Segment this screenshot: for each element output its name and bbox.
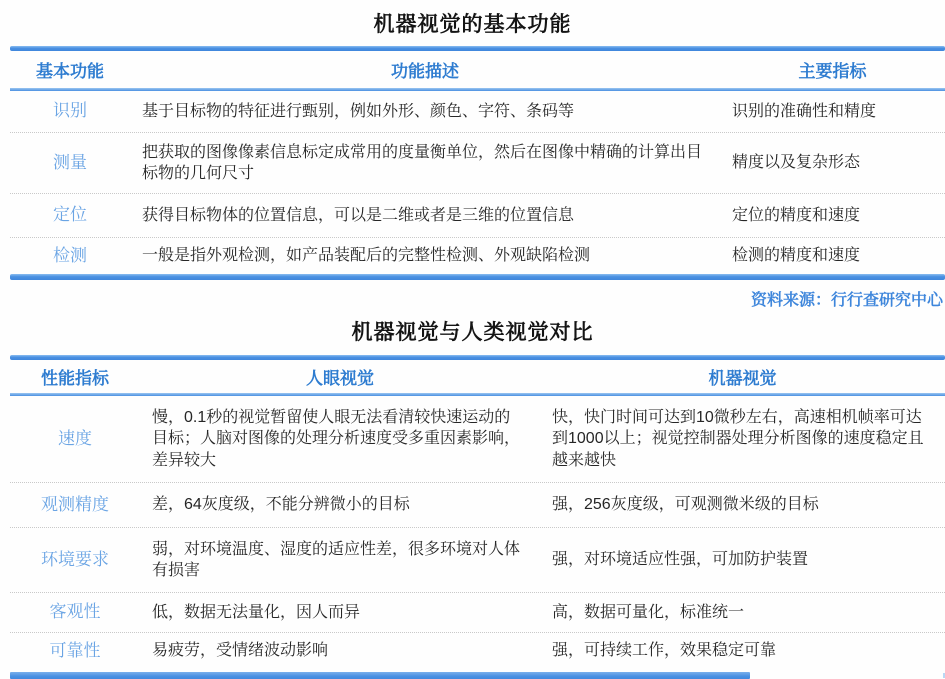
- table-row: [10, 193, 945, 237]
- table-row: [10, 91, 945, 132]
- column-header-description: 功能描述: [391, 62, 459, 81]
- cell-description: 获得目标物体的位置信息，可以是二维或者是三维的位置信息: [142, 206, 575, 224]
- table2-bottom-border-wrap: [10, 672, 945, 679]
- table-row: [10, 592, 945, 632]
- cell-description: 一般是指外观检测，如产品装配后的完整性检测、外观缺陷检测: [142, 247, 591, 265]
- cell-machine-vision: 强，对环境适应性强，可加防护装置: [552, 551, 809, 569]
- cell-human-vision: 差，64灰度级，不能分辨微小的目标: [152, 496, 410, 514]
- table-row: [10, 237, 945, 274]
- cell-machine-vision: 强，256灰度级，可观测微米级的目标: [552, 496, 819, 514]
- cell-metric: 精度以及复杂形态: [732, 154, 861, 172]
- cell-human-vision: 易疲劳，受情绪波动影响: [152, 642, 329, 660]
- table-vision-comparison: [10, 355, 945, 669]
- source-note: 资料来源：行行查研究中心: [750, 292, 943, 309]
- table2-title: 机器视觉与人类视觉对比: [351, 321, 594, 344]
- column-header-machine-vision: 机器视觉: [708, 369, 777, 388]
- column-header-human-vision: 人眼视觉: [306, 369, 374, 388]
- column-header-function: 基本功能: [36, 62, 104, 81]
- table2-bottom-border: [10, 672, 750, 679]
- cell-metric: 定位的精度和速度: [732, 206, 861, 224]
- row-label: 测量: [53, 152, 87, 172]
- table-row: [10, 396, 945, 482]
- cell-human-vision: 低，数据无法量化，因人而异: [152, 603, 361, 621]
- cell-human-vision: 慢，0.1秒的视觉暂留使人眼无法看清较快速运动的目标；人脑对图像的处理分析速度受多重因素影响，差异较大: [152, 409, 521, 469]
- cell-machine-vision: 强，可持续工作，效果稳定可靠: [552, 642, 777, 660]
- cell-description: 基于目标物的特征进行甄别，例如外形、颜色、字符、条码等: [142, 102, 575, 120]
- row-label: 观测精度: [41, 494, 109, 514]
- table-row: [10, 132, 945, 193]
- table2-header-row: [10, 360, 945, 393]
- table-basic-functions: [10, 46, 945, 280]
- row-label: 检测: [53, 245, 87, 265]
- row-label: 定位: [53, 205, 87, 225]
- column-header-metric: 主要指标: [798, 62, 867, 81]
- cell-metric: 检测的精度和速度: [732, 247, 861, 265]
- table-row: [10, 632, 945, 669]
- table1-bottom-border: [10, 274, 945, 280]
- row-label: 速度: [58, 428, 92, 448]
- table1-title: 机器视觉的基本功能: [373, 13, 572, 36]
- row-label: 环境要求: [41, 549, 109, 569]
- table-row: [10, 527, 945, 592]
- row-label: 识别: [53, 101, 87, 121]
- row-label: 客观性: [49, 602, 101, 622]
- table1-header-row: [10, 51, 945, 88]
- cell-machine-vision: 快，快门时间可达到10微秒左右，高速相机帧率可达到1000以上；视觉控制器处理分析图像的速度稳定且越来越快: [552, 409, 924, 469]
- cell-description: 把获取的图像像素信息标定成常用的度量衡单位，然后在图像中精确的计算出目标物的几何尺寸: [142, 143, 703, 182]
- cell-metric: 识别的准确性和精度: [732, 102, 877, 120]
- column-header-indicator: 性能指标: [41, 369, 109, 388]
- row-label: 可靠性: [49, 640, 101, 660]
- cell-machine-vision: 高，数据可量化，标准统一: [552, 603, 745, 621]
- cell-human-vision: 弱，对环境温度、湿度的适应性差，很多环境对人体有损害: [152, 540, 521, 579]
- table-row: [10, 482, 945, 527]
